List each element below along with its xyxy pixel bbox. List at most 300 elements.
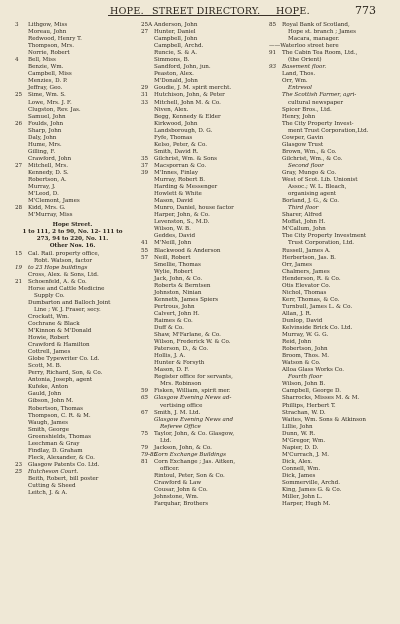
street-number: 57 xyxy=(141,254,149,261)
entry-text: Hume, Mrs. xyxy=(28,141,62,148)
street-number: 25 xyxy=(15,92,23,99)
entry-text: Phillips, Herbert T. xyxy=(282,402,336,409)
directory-entry xyxy=(15,293,130,300)
entry-text: Robt. Watson, factor xyxy=(34,257,93,264)
entry-text: Mitchell, Mrs. xyxy=(28,162,68,169)
directory-entry xyxy=(141,360,265,367)
directory-column-3 xyxy=(269,22,391,508)
entry-text: Chalmers, James xyxy=(282,268,330,275)
directory-entry xyxy=(269,142,391,149)
entry-text: Goudie, J. M. spirit mercht. xyxy=(154,85,232,92)
directory-entry xyxy=(141,424,265,431)
entry-text: Trust Corporation, Ltd. xyxy=(288,240,355,247)
entry-text: Henry, John xyxy=(282,113,316,120)
entry-text: Fyfe, Thomas xyxy=(154,134,193,141)
entry-text: King, James G. & Co. xyxy=(282,487,342,494)
entry-text: Cal. Rail. property office, xyxy=(28,250,100,257)
entry-text: Munro, Daniel, house factor xyxy=(154,205,234,212)
entry-text: Johnston, Ninian xyxy=(154,289,202,296)
entry-text: Thompson, C. R. & M. xyxy=(28,412,91,419)
directory-entry xyxy=(15,272,130,279)
directory-entry xyxy=(15,50,130,57)
directory-entry xyxy=(141,403,265,410)
directory-entry xyxy=(269,78,391,85)
entry-text: Kennedy, D. S. xyxy=(28,169,69,176)
entry-text: Farquhar, Brothers xyxy=(154,501,209,508)
entry-text: Sharp, John xyxy=(28,127,62,134)
directory-entry xyxy=(269,100,391,107)
entry-text: Leitch, J. & A. xyxy=(28,490,68,497)
directory-entry xyxy=(269,57,391,64)
entry-text: Lillie, John xyxy=(282,423,313,430)
directory-entry xyxy=(269,128,391,135)
directory-entry xyxy=(269,205,391,212)
entry-text: Sharer, Alfred xyxy=(282,212,322,219)
directory-entry xyxy=(269,339,391,346)
directory-entry xyxy=(269,473,391,480)
directory-entry xyxy=(269,487,391,494)
entry-text: Entresol xyxy=(288,85,312,92)
directory-entry xyxy=(141,142,265,149)
entry-text: Gilchrist, Wm., & Co. xyxy=(282,155,343,162)
directory-entry xyxy=(15,448,130,455)
directory-entry xyxy=(141,64,265,71)
entry-text: Turnbull, James L. & Co. xyxy=(282,303,353,310)
directory-entry xyxy=(15,328,130,335)
directory-entry xyxy=(269,480,391,487)
street-number: 39 xyxy=(141,169,149,176)
entry-text: Napier, D. D. xyxy=(282,444,319,451)
directory-entry xyxy=(15,427,130,434)
street-number: 35 xyxy=(141,155,149,162)
entry-text: Howie, Robert xyxy=(28,335,70,342)
directory-entry xyxy=(141,78,265,85)
entry-text: Kelso, Peter, & Co. xyxy=(154,141,208,148)
directory-entry xyxy=(15,441,130,448)
street-number: 28 xyxy=(15,205,23,212)
directory-entry xyxy=(141,367,265,374)
directory-entry xyxy=(141,452,265,459)
directory-entry xyxy=(269,177,391,184)
directory-entry xyxy=(141,459,265,466)
street-number: 33 xyxy=(141,99,149,106)
entry-text: Orr, James xyxy=(282,261,312,268)
directory-entry xyxy=(141,494,265,501)
directory-entry xyxy=(15,43,130,50)
entry-text: Wilson, Frederick W. & Co. xyxy=(154,339,231,346)
entry-text: Runcie, S. & A. xyxy=(154,50,197,57)
entry-text: ——Waterloo street here xyxy=(269,43,339,50)
directory-entry xyxy=(269,494,391,501)
entry-text: Glasgow Evening News ad- xyxy=(154,395,232,402)
directory-entry xyxy=(141,50,265,57)
entry-text: Dick, Alex. xyxy=(282,458,313,465)
entry-text: Norrie, Robert xyxy=(28,50,70,57)
directory-entry xyxy=(269,360,391,367)
entry-text: Campbell, Archd. xyxy=(154,43,204,50)
entry-text: Crawford, John xyxy=(28,155,72,162)
entry-text: Robertson, Thomas xyxy=(28,405,84,412)
directory-entry xyxy=(269,431,391,438)
directory-entry xyxy=(141,318,265,325)
entry-text: Russell, James A. xyxy=(282,247,331,254)
street-number: 23 xyxy=(15,461,23,468)
entry-text: Macara, manager. xyxy=(288,36,340,43)
entry-text: Other Nos. 16. xyxy=(49,243,96,250)
entry-text: Crawford & Hamilton xyxy=(28,342,90,349)
directory-entry xyxy=(141,36,265,43)
entry-text: Hope st. branch ; James xyxy=(288,29,357,36)
street-number: 31 xyxy=(141,92,149,99)
street-number: 91 xyxy=(269,50,277,57)
directory-entry xyxy=(15,29,130,36)
entry-text: Foulds, John xyxy=(28,120,64,127)
directory-entry xyxy=(269,248,391,255)
entry-text: Harding & Messenger xyxy=(154,184,218,191)
directory-entry xyxy=(269,163,391,170)
directory-entry xyxy=(269,71,391,78)
directory-entry xyxy=(141,353,265,360)
directory-entry xyxy=(141,29,265,36)
directory-entry xyxy=(141,276,265,283)
directory-entry xyxy=(15,413,130,420)
entry-text: Anderson, John xyxy=(154,22,198,28)
entry-text: Fourth floor xyxy=(288,374,322,381)
directory-entry xyxy=(269,304,391,311)
entry-text: Cowper, Gavin xyxy=(282,134,324,141)
entry-text: Kelvinside Brick Co. Ltd. xyxy=(282,325,353,332)
directory-entry xyxy=(141,100,265,107)
directory-entry xyxy=(141,22,265,29)
directory-entry xyxy=(269,438,391,445)
entry-text: Smith, David R. xyxy=(154,148,199,155)
entry-text: M'Kinnon & M'Donald xyxy=(28,328,92,335)
entry-text: cultural newspaper xyxy=(288,99,344,106)
directory-entry xyxy=(15,78,130,85)
entry-text: Crawford & Law xyxy=(154,480,202,487)
directory-entry xyxy=(269,219,391,226)
entry-text: Land, Thos. xyxy=(282,71,316,78)
directory-entry xyxy=(269,346,391,353)
directory-entry xyxy=(269,135,391,142)
entry-text: Glasgow Trust xyxy=(282,141,324,148)
street-number: 41 xyxy=(141,240,149,247)
directory-entry xyxy=(269,29,391,36)
directory-entry xyxy=(15,286,130,293)
entry-text: Referee Office xyxy=(160,423,201,430)
entry-text: Waites, Wm. Sons & Atkinson xyxy=(282,416,367,423)
directory-entry xyxy=(15,363,130,370)
entry-text: Alloa Glass Works Co. xyxy=(282,367,344,374)
directory-entry xyxy=(141,445,265,452)
entry-text: Smellie, Thomas xyxy=(154,261,201,268)
entry-text: Hutcheson Court. xyxy=(28,468,79,475)
entry-text: Third floor xyxy=(288,205,319,212)
directory-entry xyxy=(269,36,391,43)
entry-text: Lithgow, Miss xyxy=(28,22,68,28)
street-number: 85 xyxy=(269,22,277,28)
directory-entry xyxy=(141,501,265,508)
street-number: 93 xyxy=(269,64,277,71)
entry-text: organising agent xyxy=(288,191,337,198)
directory-entry xyxy=(269,381,391,388)
entry-text: M'Gregor, Wm. xyxy=(282,437,326,444)
street-number: 19 xyxy=(15,264,23,271)
directory-entry xyxy=(15,490,130,497)
directory-entry xyxy=(141,346,265,353)
directory-column-1 xyxy=(15,22,130,497)
directory-entry xyxy=(141,311,265,318)
directory-entry xyxy=(15,420,130,427)
directory-entry xyxy=(15,300,130,307)
directory-entry xyxy=(15,92,130,99)
directory-entry xyxy=(15,170,130,177)
directory-entry xyxy=(141,128,265,135)
entry-text: Jeffray, Geo. xyxy=(28,85,63,92)
directory-entry xyxy=(15,349,130,356)
entry-text: Gray, Mungo & Co. xyxy=(282,169,337,176)
entry-text: Herbertson, Jas. B. xyxy=(282,254,336,261)
directory-entry xyxy=(141,381,265,388)
entry-text: Simmons, B. xyxy=(154,57,190,64)
entry-text: (the Orient) xyxy=(288,57,322,64)
entry-text: Beith, Robert, bill poster xyxy=(28,476,99,482)
directory-entry xyxy=(141,283,265,290)
entry-text: Sime, Wm. S. xyxy=(28,92,66,99)
directory-entry xyxy=(15,455,130,462)
directory-entry xyxy=(141,480,265,487)
street-number: 79 xyxy=(141,444,149,451)
entry-text: Daly, John xyxy=(28,134,57,141)
directory-entry xyxy=(15,57,130,64)
entry-text: Broom, Thos. M. xyxy=(282,353,330,360)
entry-text: Scott, M. B. xyxy=(28,363,62,370)
directory-entry xyxy=(269,332,391,339)
entry-text: Dick, James xyxy=(282,473,316,479)
directory-entry xyxy=(269,149,391,156)
entry-text: Gilchrist, Wm. & Sons xyxy=(154,155,217,162)
entry-text: Greenshields, Thomas xyxy=(28,433,91,440)
entry-text: vertising office xyxy=(160,402,203,409)
directory-entry xyxy=(269,374,391,381)
directory-entry xyxy=(15,22,130,29)
entry-text: Allan, J. R. xyxy=(282,310,312,317)
directory-entry xyxy=(15,476,130,483)
directory-entry xyxy=(141,487,265,494)
entry-text: Smith, George xyxy=(28,426,70,433)
entry-text: Shaw, M'Farlane, & Co. xyxy=(154,332,221,339)
entry-text: Hope Street. xyxy=(52,222,93,229)
directory-entry xyxy=(269,22,391,29)
directory-entry xyxy=(141,304,265,311)
directory-entry xyxy=(141,198,265,205)
street-number: 67 xyxy=(141,409,149,416)
directory-entry xyxy=(141,262,265,269)
directory-entry xyxy=(269,276,391,283)
directory-entry xyxy=(269,283,391,290)
entry-text: M'Callum, John xyxy=(282,226,326,233)
entry-text: Glasgow Evening News and xyxy=(154,416,234,423)
directory-entry xyxy=(15,279,130,286)
directory-entry xyxy=(15,342,130,349)
entry-text: Rintoul, Peter, Son & Co. xyxy=(154,473,225,479)
directory-entry xyxy=(141,212,265,219)
directory-entry xyxy=(269,121,391,128)
entry-text: Menzies, D. P. xyxy=(28,78,68,85)
entry-text: Miller, John L. xyxy=(282,494,323,501)
directory-entry xyxy=(15,377,130,384)
directory-entry xyxy=(15,265,130,272)
directory-entry xyxy=(15,85,130,92)
page-number: 773 xyxy=(355,4,376,17)
directory-entry xyxy=(269,107,391,114)
directory-entry xyxy=(269,452,391,459)
entry-text: M'Currach, J. M. xyxy=(282,451,329,458)
entry-text: Mason, David xyxy=(154,198,193,205)
directory-entry xyxy=(15,121,130,128)
entry-text: Glasgow Patents Co. Ltd. xyxy=(28,461,100,468)
directory-entry xyxy=(141,473,265,480)
entry-text: Globe Typewriter Co. Ld. xyxy=(28,356,100,363)
street-number: 75 xyxy=(141,430,149,437)
entry-text: Samuel, John xyxy=(28,113,66,120)
directory-entry xyxy=(269,367,391,374)
directory-entry xyxy=(15,483,130,490)
entry-text: Sandford, John, jun. xyxy=(154,64,211,71)
directory-entry xyxy=(15,156,130,163)
directory-entry xyxy=(269,85,391,92)
entry-text: Nichol, Thomas xyxy=(282,289,327,296)
entry-text: Kerr, Thomas, & Co. xyxy=(282,296,340,303)
street-number: 4 xyxy=(15,57,19,64)
directory-entry xyxy=(15,370,130,377)
directory-entry xyxy=(141,438,265,445)
directory-entry xyxy=(269,417,391,424)
directory-entry xyxy=(269,410,391,417)
directory-entry xyxy=(15,149,130,156)
entry-text: Antonia, Joseph, agent xyxy=(28,377,93,384)
directory-entry xyxy=(15,163,130,170)
entry-text: Borland, J. G., & Co. xyxy=(282,198,340,205)
street-number: 25A xyxy=(141,22,153,28)
street-number: 25 xyxy=(15,468,23,475)
entry-text: Mitchell, John M. & Co. xyxy=(154,99,221,106)
directory-entry xyxy=(269,92,391,99)
directory-entry xyxy=(15,321,130,328)
entry-text: Perry, Richard, Son, & Co. xyxy=(28,370,103,377)
entry-text: Hunter, Daniel xyxy=(154,29,196,36)
entry-text: Taylor, John, & Co. Glasgow, xyxy=(154,430,235,437)
entry-text: Peaston, Alex. xyxy=(154,71,194,78)
directory-entry xyxy=(15,462,130,469)
directory-entry xyxy=(141,71,265,78)
directory-column-2 xyxy=(141,22,265,508)
entry-text: West of Scot. Lib. Unionist xyxy=(282,177,358,184)
street-number: 59 xyxy=(141,388,149,395)
entry-text: M'Neill, John xyxy=(154,240,192,247)
entry-text: Sommerville, Archd. xyxy=(282,480,340,487)
entry-text: Harper, John, & Co. xyxy=(154,212,210,219)
directory-entry xyxy=(141,156,265,163)
directory-entry xyxy=(269,269,391,276)
entry-text: Macsporran & Co. xyxy=(154,162,207,169)
entry-text: Fleck, Alexander, & Co. xyxy=(28,454,95,461)
entry-text: Royal Bank of Scotland, xyxy=(282,22,350,28)
directory-entry xyxy=(15,142,130,149)
directory-entry xyxy=(15,251,130,258)
entry-text: Findlay, D. Graham xyxy=(28,447,83,454)
entry-text: Kirkwood, John xyxy=(154,120,198,127)
directory-entry xyxy=(15,356,130,363)
directory-entry xyxy=(15,107,130,114)
directory-entry xyxy=(15,71,130,78)
directory-entry xyxy=(141,85,265,92)
directory-entry xyxy=(141,374,265,381)
entry-text: M'Murray, Miss xyxy=(28,212,73,219)
directory-entry xyxy=(269,325,391,332)
street-number: 55 xyxy=(141,247,149,254)
entry-text: Dunlop, David xyxy=(282,317,323,324)
entry-text: Robertson, A. xyxy=(28,177,67,184)
entry-text: Campbell, Miss xyxy=(28,71,72,78)
directory-entry xyxy=(141,233,265,240)
directory-entry xyxy=(15,307,130,314)
entry-text: Calvert, John H. xyxy=(154,310,200,317)
directory-entry xyxy=(269,290,391,297)
entry-text: Cross, Alex. & Sons, Ltd. xyxy=(28,271,99,278)
entry-text: 273, 94 to 220, No. 11. xyxy=(36,236,109,243)
entry-text: Benzie, Wm. xyxy=(28,64,64,71)
entry-text: Kufeke, Anton xyxy=(28,384,69,391)
directory-entry xyxy=(15,64,130,71)
entry-text: M'Clemont, James xyxy=(28,198,80,205)
directory-entry xyxy=(141,43,265,50)
directory-entry xyxy=(269,212,391,219)
entry-text: Murray, Robert B. xyxy=(154,177,206,184)
directory-entry xyxy=(269,64,391,71)
entry-text: The City Property Invest- xyxy=(282,120,354,127)
directory-entry xyxy=(141,255,265,262)
directory-entry xyxy=(269,198,391,205)
directory-entry xyxy=(141,226,265,233)
directory-entry xyxy=(141,219,265,226)
entry-text: Register office for servants, xyxy=(154,374,233,381)
directory-entry xyxy=(269,459,391,466)
directory-entry xyxy=(15,198,130,205)
directory-entry xyxy=(269,184,391,191)
entry-text: Otis Elevator Co. xyxy=(282,282,331,289)
header-center: STREET DIRECTORY. xyxy=(152,6,261,17)
entry-text: Roberts & Berntsen xyxy=(154,282,211,289)
directory-entry xyxy=(269,318,391,325)
directory-entry xyxy=(141,410,265,417)
directory-entry xyxy=(15,469,130,476)
directory-entry xyxy=(141,114,265,121)
entry-text: Gauld, John xyxy=(28,391,62,398)
directory-entry xyxy=(269,388,391,395)
entry-text: Corn Exchange ; Jas. Aitken, xyxy=(154,458,236,465)
entry-text: Strachan, W. D. xyxy=(282,409,326,416)
directory-entry xyxy=(269,226,391,233)
directory-entry xyxy=(269,233,391,240)
entry-text: Cochrane & Black xyxy=(28,320,80,327)
directory-entry xyxy=(269,311,391,318)
entry-text: M'Innes, Finlay xyxy=(154,169,198,176)
entry-text: M'Leod, D. xyxy=(28,191,59,198)
entry-text: Campbell, John xyxy=(154,36,198,43)
entry-text: Robertson, John xyxy=(282,346,328,353)
entry-text: Hutchison, John, & Peter xyxy=(154,92,225,99)
